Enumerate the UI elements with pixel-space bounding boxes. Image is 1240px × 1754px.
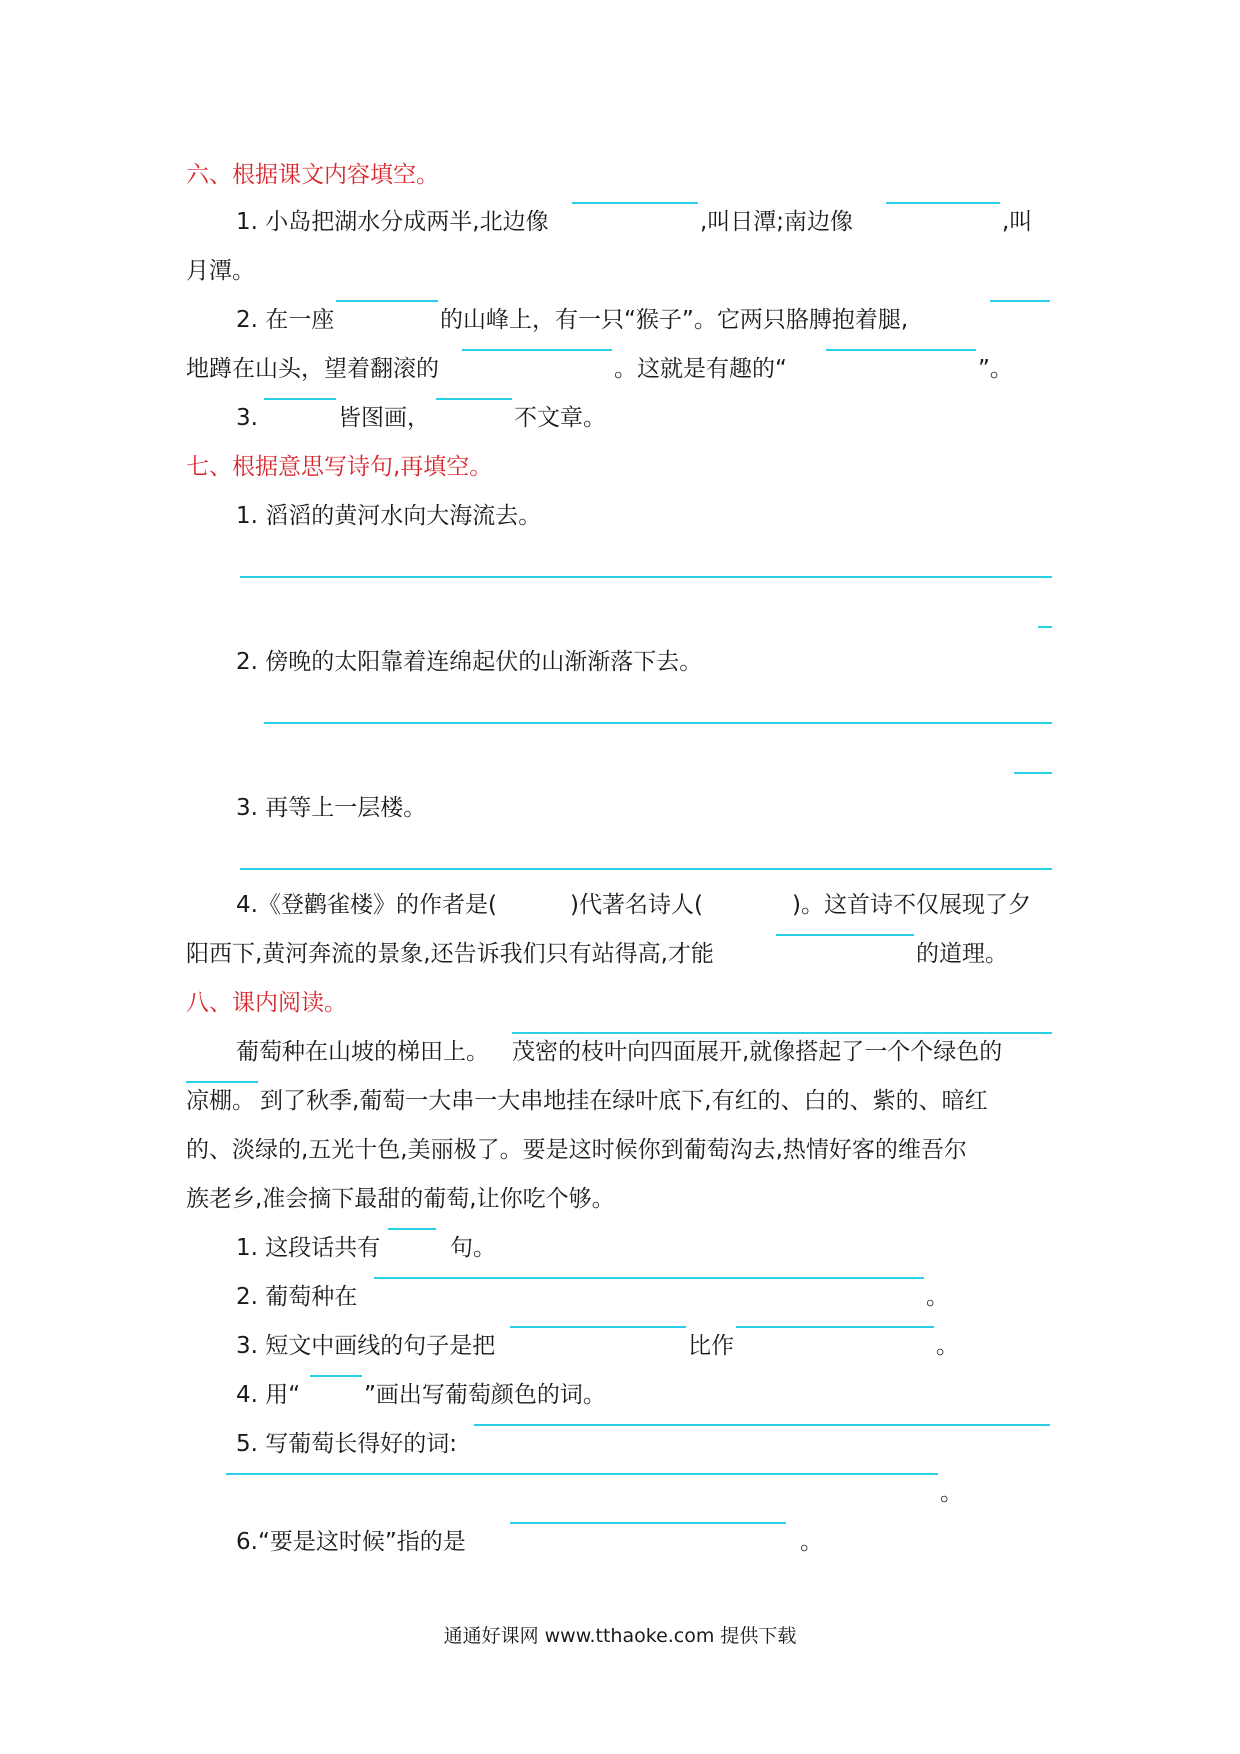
blank[interactable] bbox=[886, 202, 1000, 204]
footer-watermark: 通通好课网 www.tthaoke.com 提供下载 bbox=[443, 1625, 797, 1647]
sec8-q1: 1. 这段话共有 句。 bbox=[0, 1228, 1240, 1268]
sec8-q5-cont: 。 bbox=[0, 1473, 1240, 1513]
sec7-q4-line2: 阳西下,黄河奔流的景象,还告诉我们只有站得高,才能 的道理。 bbox=[0, 934, 1240, 974]
answer-line[interactable] bbox=[240, 576, 1052, 578]
blank[interactable] bbox=[736, 1326, 934, 1328]
sec8-q3: 3. 短文中画线的句子是把 比作 。 bbox=[0, 1326, 1240, 1366]
blank[interactable] bbox=[572, 202, 698, 204]
blank[interactable] bbox=[474, 1424, 1050, 1426]
answer-line[interactable] bbox=[1014, 772, 1052, 774]
sec7-q4-line1: 4.《登鹳雀楼》的作者是( )代著名诗人( )。这首诗不仅展现了夕 bbox=[236, 892, 1031, 918]
blank[interactable] bbox=[510, 1326, 686, 1328]
sec8-q5: 5. 写葡萄长得好的词: bbox=[0, 1424, 1240, 1464]
blank[interactable] bbox=[462, 349, 612, 351]
passage-line: 的、淡绿的,五光十色,美丽极了。要是这时候你到葡萄沟去,热情好客的维吾尔 bbox=[186, 1137, 967, 1163]
blank[interactable] bbox=[264, 398, 336, 400]
blank[interactable] bbox=[776, 934, 914, 936]
sec8-q6: 6.“要是这时候”指的是 。 bbox=[0, 1522, 1240, 1562]
answer-line[interactable] bbox=[264, 722, 1052, 724]
sec7-q1: 1. 滔滔的黄河水向大海流去。 bbox=[236, 503, 542, 529]
sec6-q3: 3. 皆图画， 不文章。 bbox=[0, 398, 1240, 438]
underline-mark bbox=[186, 1081, 258, 1083]
section-6-title: 六、根据课文内容填空。 bbox=[186, 162, 439, 188]
blank[interactable] bbox=[310, 1375, 362, 1377]
blank[interactable] bbox=[990, 300, 1050, 302]
underline-mark bbox=[512, 1032, 1052, 1034]
blank[interactable] bbox=[374, 1277, 924, 1279]
sec7-q3: 3. 再等上一层楼。 bbox=[236, 795, 427, 821]
answer-line[interactable] bbox=[240, 868, 1052, 870]
sec8-q2: 2. 葡萄种在 。 bbox=[0, 1277, 1240, 1317]
blank[interactable] bbox=[826, 349, 976, 351]
section-7-title: 七、根据意思写诗句,再填空。 bbox=[186, 454, 493, 480]
blank[interactable] bbox=[226, 1473, 938, 1475]
sec6-q2-line1: 2. 在一座 的山峰上，有一只“猴子”。它两只胳膊抱着腿, bbox=[0, 300, 1240, 340]
sec8-q4: 4. 用“ ”画出写葡萄颜色的词。 bbox=[0, 1375, 1240, 1415]
blank[interactable] bbox=[336, 300, 438, 302]
passage-line: 凉棚。 到了秋季,葡萄一大串一大串地挂在绿叶底下,有红的、白的、紫的、暗红 bbox=[0, 1081, 1240, 1121]
sec7-q2: 2. 傍晚的太阳靠着连绵起伏的山渐渐落下去。 bbox=[236, 649, 703, 675]
sec6-q1-line2: 月潭。 bbox=[186, 258, 255, 284]
sec6-q1-line1: 1. 小岛把湖水分成两半,北边像 ,叫日潭;南边像 ,叫 bbox=[0, 202, 1240, 242]
blank[interactable] bbox=[436, 398, 512, 400]
section-8-title: 八、课内阅读。 bbox=[186, 990, 347, 1016]
sec6-q2-line2: 地蹲在山头，望着翻滚的 。这就是有趣的“ ”。 bbox=[0, 349, 1240, 389]
blank[interactable] bbox=[388, 1228, 436, 1230]
passage-line: 葡萄种在山坡的梯田上。 茂密的枝叶向四面展开,就像搭起了一个个绿色的 bbox=[0, 1032, 1240, 1072]
blank[interactable] bbox=[510, 1522, 786, 1524]
passage-line: 族老乡,准会摘下最甜的葡萄,让你吃个够。 bbox=[186, 1186, 615, 1212]
answer-line[interactable] bbox=[1038, 626, 1052, 628]
